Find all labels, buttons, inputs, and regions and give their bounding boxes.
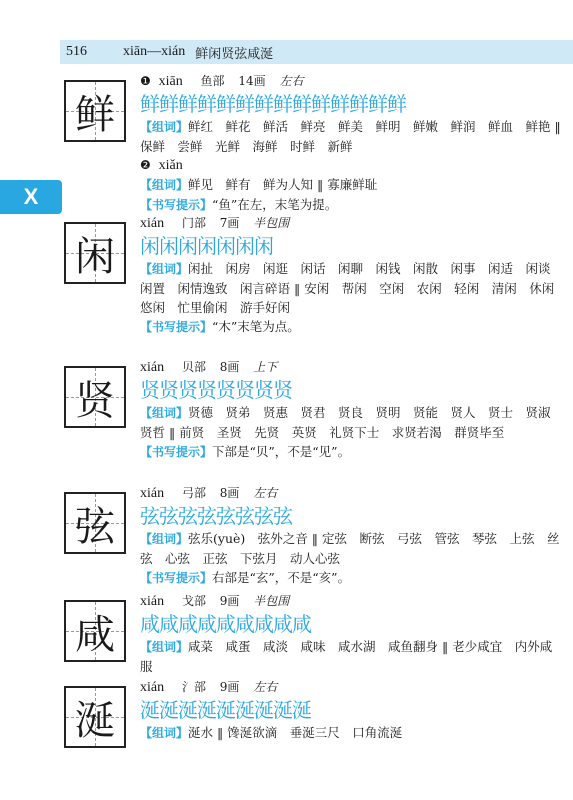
headword: 咸 [75,611,115,658]
headword: 贤 [75,377,115,424]
pinyin: xiǎn [158,158,183,173]
entry-meta [140,214,564,233]
word-list [140,529,564,568]
radical: 鱼部 [200,74,225,88]
radical: 氵部 [181,680,206,694]
pinyin: xián [140,216,165,231]
tip-text: 右部是“玄”，不是“亥”。 [212,570,351,585]
radical: 弓部 [181,486,206,500]
word-list [140,637,564,676]
stroke-count: 9画 [219,680,240,694]
radical: 戈部 [181,594,206,608]
pinyin: xián [140,360,165,375]
character-box [64,600,126,662]
tip-text: “鱼”在左，末笔为提。 [212,197,338,212]
tip-label: 【书写提示】 [140,198,213,212]
words-label: 【组词】 [140,178,189,192]
tip-label: 【书写提示】 [140,571,213,585]
stroke-order: 咸咸咸咸咸咸咸咸咸 [140,612,311,636]
words-text: 咸菜 咸蛋 咸淡 咸味 咸水湖 咸鱼翻身 ‖ 老少咸宜 内外咸服 [140,639,553,674]
dictionary-entry [64,72,564,215]
page-header [60,40,573,64]
words-label: 【组词】 [140,120,189,134]
structure: 左右 [253,486,278,500]
stroke-order: 涎涎涎涎涎涎涎涎涎 [140,698,311,722]
words-label: 【组词】 [140,406,189,420]
words-text: 闲扯 闲房 闲逛 闲话 闲聊 闲钱 闲散 闲事 闲适 闲谈 闲置 闲情逸致 闲言碎语 ‖ 安闲 帮闲 空闲 农闲 轻闲 清闲 休闲 悠闲 忙里偷闲 游手好闲 [140,261,567,315]
writing-tip [140,568,564,588]
character-box [64,222,126,284]
entry-meta-2 [140,156,564,175]
structure: 半包围 [253,594,290,608]
words-label: 【组词】 [140,532,189,546]
structure: 左右 [279,74,304,88]
words-text: 贤德 贤弟 贤惠 贤君 贤良 贤明 贤能 贤人 贤士 贤淑 贤哲 ‖ 前贤 圣贤 先贤 英贤 礼贤下士 求贤若渴 群贤毕至 [140,405,564,440]
words-label: 【组词】 [140,640,189,654]
stroke-count: 9画 [219,594,240,608]
word-list [140,723,564,743]
tip-label: 【书写提示】 [140,445,213,459]
headword: 闲 [75,233,115,280]
words-text: 涎水 ‖ 馋涎欲滴 垂涎三尺 口角流涎 [188,725,403,740]
writing-tip [140,195,564,215]
words-label: 【组词】 [140,262,189,276]
entry-meta [140,484,564,503]
entry-meta [140,592,564,611]
pinyin: xián [140,594,165,609]
pinyin: xián [140,680,165,695]
structure: 上下 [253,360,278,374]
words-text: 鲜红 鲜花 鲜活 鲜亮 鲜美 鲜明 鲜嫩 鲜润 鲜血 鲜艳 ‖ 保鲜 尝鲜 光鲜 海鲜 时鲜 新鲜 [140,119,561,154]
dictionary-entry [64,358,564,462]
word-list [140,403,564,442]
letter-index-tab[interactable]: X [0,180,62,214]
character-box [64,80,126,142]
stroke-count: 8画 [219,360,240,374]
page-number: 516 [66,44,87,59]
character-box [64,492,126,554]
dictionary-entry [64,592,564,676]
sense-number: ❷ [140,158,151,172]
headword: 鲜 [75,91,115,138]
pinyin: xián [140,486,165,501]
radical: 贝部 [181,360,206,374]
words-label: 【组词】 [140,726,189,740]
structure: 半包围 [253,216,290,230]
header-chars: 鲜闲贤弦咸涎 [195,46,274,62]
word-list [140,175,564,195]
stroke-order: 鲜鲜鲜鲜鲜鲜鲜鲜鲜鲜鲜鲜鲜鲜 [140,92,406,116]
character-box [64,686,126,748]
dictionary-entry [64,484,564,588]
stroke-order: 闲闲闲闲闲闲闲 [140,234,273,258]
stroke-order: 弦弦弦弦弦弦弦弦 [140,504,292,528]
headword: 弦 [75,503,115,550]
structure: 左右 [253,680,278,694]
words-text: 鲜见 鲜有 鲜为人知 ‖ 寡廉鲜耻 [188,177,378,192]
headword: 涎 [75,697,115,744]
words-text: 弦乐(yuè) 弦外之音 ‖ 定弦 断弦 弓弦 管弦 琴弦 上弦 丝弦 心弦 正弦 下弦月 动人心弦 [140,531,560,566]
writing-tip [140,317,564,337]
pinyin-range: xiān—xián [123,44,186,59]
word-list [140,259,567,317]
tip-text: 下部是“贝”，不是“见”。 [212,444,351,459]
entry-meta [140,72,564,91]
stroke-count: 8画 [219,486,240,500]
dictionary-entry [64,678,564,743]
entry-meta [140,678,564,697]
sense-number: ❶ [140,74,151,88]
stroke-count: 14画 [238,74,266,88]
tip-label: 【书写提示】 [140,320,213,334]
dictionary-entry [64,214,567,337]
character-box [64,366,126,428]
stroke-order: 贤贤贤贤贤贤贤贤 [140,378,292,402]
stroke-count: 7画 [219,216,240,230]
word-list [140,117,564,156]
radical: 门部 [181,216,206,230]
tip-text: “木”末笔为点。 [212,319,300,334]
entry-meta [140,358,564,377]
pinyin: xiān [158,74,183,89]
writing-tip [140,442,564,462]
